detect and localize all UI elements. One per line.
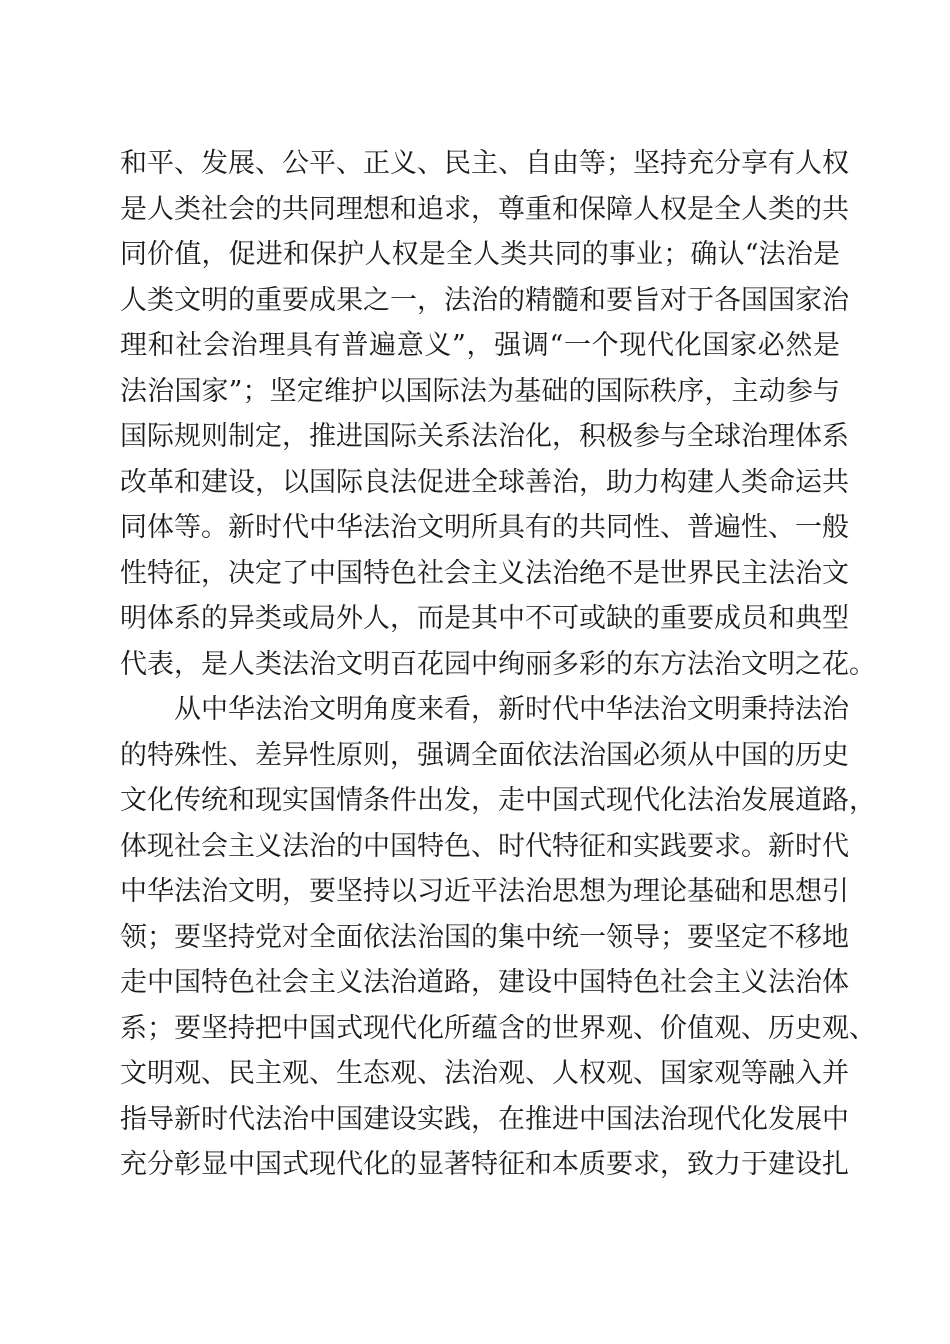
text-line: 系；要坚持把中国式现代化所蕴含的世界观、价值观、历史观、 [120, 1013, 876, 1044]
text-line: 代表，是人类法治文明百花园中绚丽多彩的东方法治文明之花。 [120, 649, 876, 680]
text-line: 同价值，促进和保护人权是全人类共同的事业；确认“法治是 [120, 239, 840, 270]
text-line: 走中国特色社会主义法治道路，建设中国特色社会主义法治体 [120, 967, 849, 998]
text-line: 指导新时代法治中国建设实践，在推进中国法治现代化发展中 [120, 1104, 849, 1135]
text-line: 中华法治文明，要坚持以习近平法治思想为理论基础和思想引 [120, 876, 849, 907]
text-line: 人类文明的重要成果之一，法治的精髓和要旨对于各国国家治 [120, 285, 849, 316]
text-line: 理和社会治理具有普遍意义”，强调“一个现代化国家必然是 [120, 330, 840, 361]
text-line: 和平、发展、公平、正义、民主、自由等；坚持充分享有人权 [120, 148, 849, 179]
text-line: 领；要坚持党对全面依法治国的集中统一领导；要坚定不移地 [120, 922, 849, 953]
text-line: 体现社会主义法治的中国特色、时代特征和实践要求。新时代 [120, 831, 849, 862]
paragraph-first-line: 从中华法治文明角度来看，新时代中华法治文明秉持法治 [174, 694, 849, 725]
text-line: 改革和建设，以国际良法促进全球善治，助力构建人类命运共 [120, 467, 849, 498]
text-line: 性特征，决定了中国特色社会主义法治绝不是世界民主法治文 [120, 558, 849, 589]
text-line: 同体等。新时代中华法治文明所具有的共同性、普遍性、一般 [120, 512, 849, 543]
text-line: 充分彰显中国式现代化的显著特征和本质要求，致力于建设扎 [120, 1149, 849, 1180]
text-line: 国际规则制定，推进国际关系法治化，积极参与全球治理体系 [120, 421, 849, 452]
text-line: 文化传统和现实国情条件出发，走中国式现代化法治发展道路， [120, 785, 876, 816]
text-line: 文明观、民主观、生态观、法治观、人权观、国家观等融入并 [120, 1058, 849, 1089]
text-line: 是人类社会的共同理想和追求，尊重和保障人权是全人类的共 [120, 194, 849, 225]
text-line: 法治国家”；坚定维护以国际法为基础的国际秩序，主动参与 [120, 376, 840, 407]
text-line: 的特殊性、差异性原则，强调全面依法治国必须从中国的历史 [120, 740, 849, 771]
text-line: 明体系的异类或局外人，而是其中不可或缺的重要成员和典型 [120, 603, 849, 634]
